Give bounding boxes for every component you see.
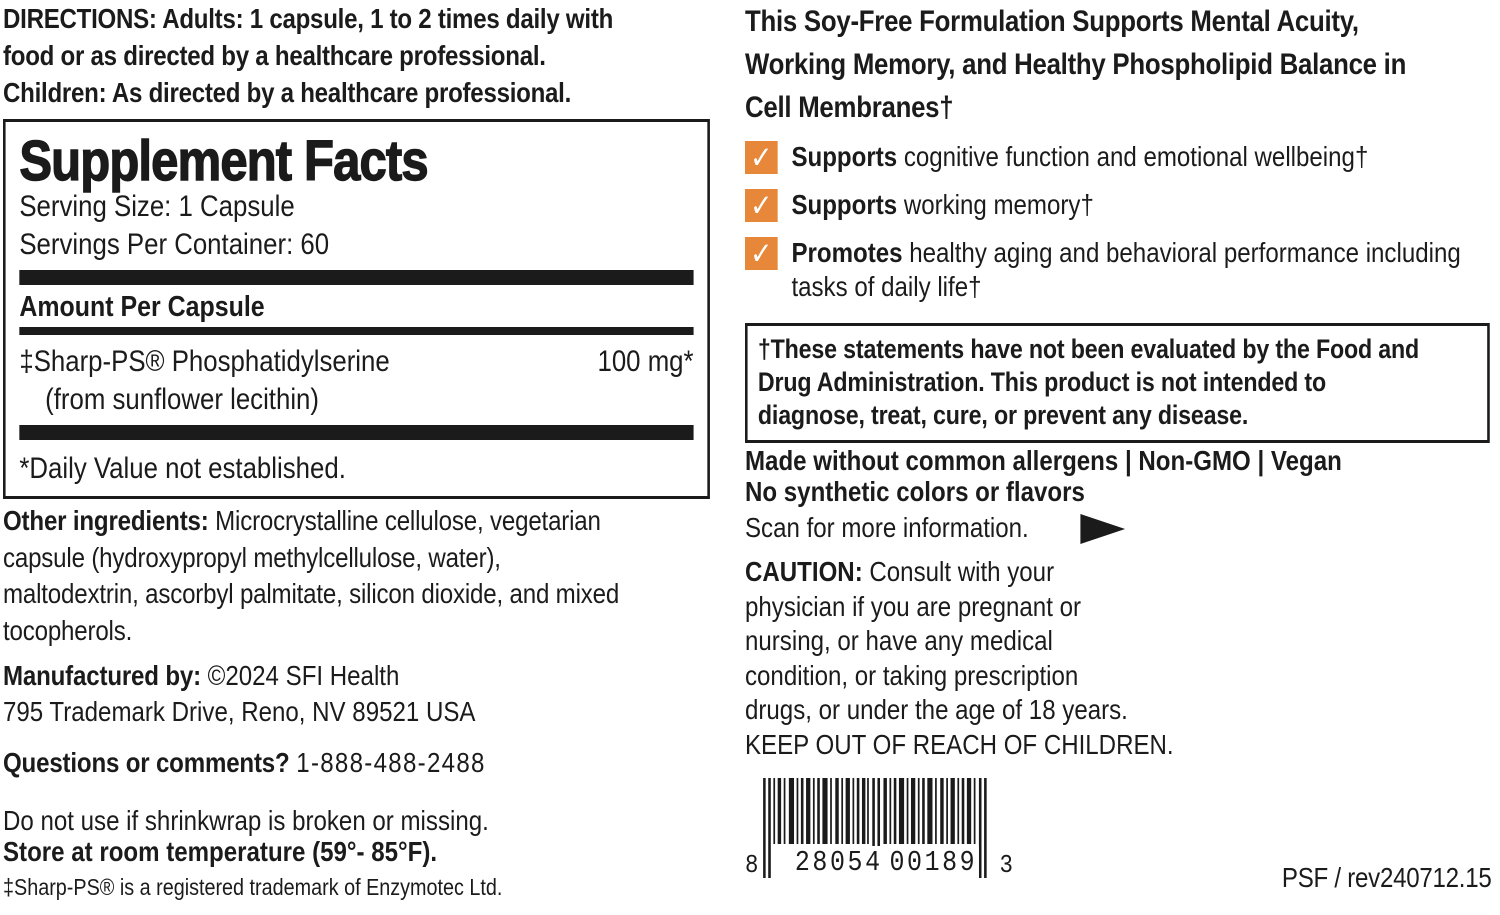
shrinkwrap-warning: Do not use if shrinkwrap is broken or missing. bbox=[3, 805, 489, 836]
left-column bbox=[3, 0, 725, 915]
barcode-digit-group2: 00189 bbox=[889, 846, 978, 879]
barcode-digit-right: 3 bbox=[999, 850, 1013, 880]
fda-disclaimer-box bbox=[745, 323, 1490, 443]
caution-line: drugs, or under the age of 18 years. bbox=[745, 694, 1128, 725]
benefit-bullet bbox=[745, 236, 1495, 304]
allergen-line: Made without common allergens | Non-GMO | Vegan bbox=[745, 445, 1342, 476]
phone-number: 1-888-488-2488 bbox=[296, 747, 486, 778]
other-ingredients-line: tocopherols. bbox=[3, 614, 133, 646]
fda-disclaimer-line: Drug Administration. This product is not intended to bbox=[757, 367, 1326, 397]
fda-disclaimer-line: diagnose, treat, cure, or prevent any disease. bbox=[757, 400, 1249, 430]
manufactured-by bbox=[3, 658, 725, 730]
amount-per-capsule-header: Amount Per Capsule bbox=[19, 291, 265, 323]
claim-heading-line: Cell Membranes† bbox=[745, 91, 954, 124]
check-icon: ✓ bbox=[745, 237, 778, 270]
right-column bbox=[745, 0, 1495, 915]
daily-value-footnote: *Daily Value not established. bbox=[19, 452, 346, 485]
bullet-bold: Supports bbox=[791, 141, 898, 172]
ingredient-name: ‡Sharp-PS® Phosphatidylserine bbox=[19, 345, 390, 378]
bullet-text: cognitive function and emotional wellbeing† bbox=[903, 141, 1369, 172]
servings-per-container: Servings Per Container: 60 bbox=[19, 228, 330, 261]
barcode-digit-group1: 28054 bbox=[794, 846, 883, 879]
benefit-bullets bbox=[745, 140, 1495, 318]
supplement-facts-title: Supplement Facts bbox=[19, 129, 428, 193]
product-claim-heading bbox=[745, 0, 1495, 129]
other-ingredients-line: capsule (hydroxypropyl methylcellulose, water), bbox=[3, 541, 501, 573]
benefit-bullet bbox=[745, 188, 1495, 222]
bullet-bold: Promotes bbox=[791, 237, 903, 268]
scan-info-text: Scan for more information. bbox=[745, 511, 1029, 543]
arrow-right-icon bbox=[1080, 514, 1125, 544]
divider-bar bbox=[19, 270, 693, 285]
caution-line: nursing, or have any medical bbox=[745, 625, 1053, 656]
manufacturer-name: ©2024 SFI Health bbox=[207, 660, 400, 691]
caution-line: condition, or taking prescription bbox=[745, 659, 1079, 691]
ingredient-source: (from sunflower lecithin) bbox=[45, 383, 319, 416]
caution-label: CAUTION: bbox=[745, 556, 863, 587]
trademark-footnote: ‡Sharp-PS® is a registered trademark of Enzymotec Ltd. bbox=[3, 874, 503, 900]
bullet-text: healthy aging and behavioral performance including tasks of daily life† bbox=[791, 237, 1461, 302]
serving-size: Serving Size: 1 Capsule bbox=[19, 190, 295, 223]
caution-line: Consult with your bbox=[869, 556, 1055, 587]
manufactured-by-label: Manufactured by: bbox=[3, 660, 201, 691]
directions-line: DIRECTIONS: Adults: 1 capsule, 1 to 2 times daily with bbox=[3, 3, 614, 34]
ingredient-amount: 100 mg* bbox=[597, 345, 694, 378]
fda-disclaimer-line: †These statements have not been evaluated by the Food and bbox=[757, 334, 1420, 364]
questions-label: Questions or comments? bbox=[3, 747, 290, 778]
other-ingredients bbox=[3, 503, 725, 649]
storage-instruction: Store at room temperature (59°- 85°F). bbox=[3, 836, 438, 867]
allergen-statement bbox=[745, 445, 1495, 544]
directions-line: Children: As directed by a healthcare professional. bbox=[3, 77, 572, 108]
check-icon: ✓ bbox=[745, 141, 778, 174]
directions-line: food or as directed by a healthcare professional. bbox=[3, 40, 546, 71]
revision-code: PSF / rev240712.15 bbox=[1281, 862, 1492, 893]
questions-comments bbox=[3, 746, 725, 780]
divider-bar bbox=[19, 425, 693, 440]
claim-heading-line: This Soy-Free Formulation Supports Mental Acuity, bbox=[745, 5, 1359, 38]
ingredient-row bbox=[19, 343, 693, 381]
manufacturer-address: 795 Trademark Drive, Reno, NV 89521 USA bbox=[3, 696, 476, 727]
barcode-digit-left: 8 bbox=[745, 850, 759, 880]
directions-text bbox=[3, 0, 725, 111]
claim-heading-line: Working Memory, and Healthy Phospholipid Balance in bbox=[745, 48, 1407, 81]
other-ingredients-line: maltodextrin, ascorbyl palmitate, silicon dioxide, and mixed bbox=[3, 578, 620, 609]
other-ingredients-line: Microcrystalline cellulose, vegetarian bbox=[215, 505, 601, 536]
no-synthetic-line: No synthetic colors or flavors bbox=[745, 476, 1085, 507]
caution-line: physician if you are pregnant or bbox=[745, 590, 1081, 622]
bullet-text: working memory† bbox=[903, 189, 1094, 220]
divider-bar bbox=[19, 327, 693, 335]
caution-line: KEEP OUT OF REACH OF CHILDREN. bbox=[745, 728, 1174, 760]
benefit-bullet bbox=[745, 140, 1495, 174]
bullet-bold: Supports bbox=[791, 189, 898, 220]
caution-text bbox=[745, 555, 1209, 762]
supplement-facts-panel bbox=[3, 119, 710, 499]
other-ingredients-label: Other ingredients: bbox=[3, 505, 209, 536]
check-icon: ✓ bbox=[745, 189, 778, 222]
